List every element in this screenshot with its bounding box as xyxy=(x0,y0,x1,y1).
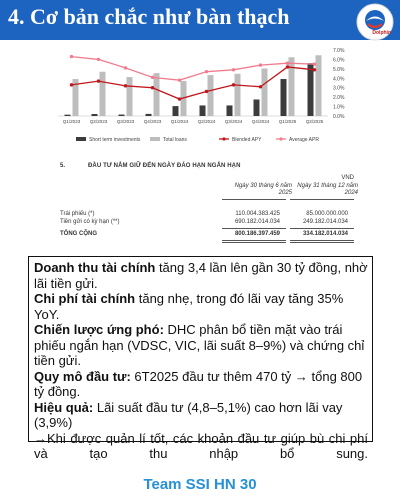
point-average-apr xyxy=(70,55,73,58)
bar-short-term-investments xyxy=(119,115,125,116)
legend-label: Short term investments xyxy=(89,137,141,143)
bar-total-loans xyxy=(235,74,241,116)
investment-chart xyxy=(54,46,364,158)
bar-short-term-investments xyxy=(254,100,260,117)
column-header-jun-2025: Ngày 30 tháng 6 năm 2025 xyxy=(234,183,292,196)
bar-short-term-investments xyxy=(146,114,152,116)
point-blended-apy xyxy=(259,85,262,88)
bar-total-loans xyxy=(289,57,295,116)
point-blended-apy xyxy=(151,86,154,89)
right-axis-tick-label: 5.0% xyxy=(333,66,345,73)
currency-unit: VND xyxy=(341,175,354,181)
bar-short-term-investments xyxy=(200,105,206,116)
row-value-dec-2024: 249.182.014.034 xyxy=(302,219,348,225)
footer-team: Team SSI HN 30 xyxy=(143,476,257,493)
total-double-rule-2 xyxy=(290,242,354,243)
row-label: Tiền gửi có kỳ hạn (**) xyxy=(60,219,120,225)
row-value-jun-2025: 690.182.014.034 xyxy=(234,219,280,225)
point-average-apr xyxy=(313,62,316,65)
legend-marker xyxy=(279,137,282,140)
legend-label: Total loans xyxy=(163,137,187,143)
summary-strategy-label: Chiến lược ứng phó: xyxy=(34,322,164,337)
total-label: TỔNG CỘNG xyxy=(60,231,97,237)
investment-table xyxy=(58,160,368,252)
x-tick-label: Q1/2025 xyxy=(278,119,297,124)
total-rule-2 xyxy=(290,240,354,241)
bar-total-loans xyxy=(262,68,268,116)
logo-wordmark: Dolphin xyxy=(372,30,391,36)
subtotal-rule-1 xyxy=(222,228,286,229)
point-blended-apy xyxy=(205,90,208,93)
total-double-rule-1 xyxy=(222,242,286,243)
x-tick-label: Q3/2024 xyxy=(224,119,243,124)
x-tick-label: Q1/2023 xyxy=(62,119,81,124)
bar-total-loans xyxy=(127,77,133,116)
bar-short-term-investments xyxy=(173,106,179,116)
summary-conclusion: →Khi được quản lí tốt, các khoản đầu tư giúp bù chi phí và tạo thu nhập bổ sung. xyxy=(34,430,368,461)
summary-revenue-text: tăng 3,4 lần lên gần 30 tỷ đồng, nhờ lãi tiền gửi. xyxy=(34,260,368,291)
bar-short-term-investments xyxy=(308,63,314,116)
right-axis-tick-label: 1.0% xyxy=(333,104,345,111)
point-average-apr xyxy=(205,70,208,73)
slide-title: 4. Cơ bản chắc như bàn thạch xyxy=(8,4,290,29)
point-average-apr xyxy=(286,62,289,65)
x-tick-label: Q1/2024 xyxy=(170,119,189,124)
point-blended-apy xyxy=(178,97,181,100)
header-rule-2 xyxy=(290,199,354,200)
summary-expense-text: tăng nhẹ, trong đó lãi vay tăng 35% YoY. xyxy=(34,291,344,322)
legend-marker xyxy=(222,137,225,140)
summary-scale-label: Quy mô đầu tư: xyxy=(34,368,131,384)
right-axis-tick-label: 2.0% xyxy=(333,95,345,102)
x-tick-label: Q2/2023 xyxy=(89,119,108,124)
point-average-apr xyxy=(97,58,100,61)
right-axis-tick-label: 6.0% xyxy=(333,57,345,64)
legend-label: Blended APY xyxy=(232,137,262,143)
legend-swatch xyxy=(76,137,86,141)
subtotal-rule-2 xyxy=(290,228,354,229)
legend-swatch xyxy=(150,137,160,141)
bar-short-term-investments xyxy=(92,114,98,116)
legend-label: Average APR xyxy=(289,137,319,143)
point-blended-apy xyxy=(286,65,289,68)
summary-box xyxy=(28,256,373,461)
summary-efficiency xyxy=(34,400,368,431)
bar-total-loans xyxy=(316,55,322,116)
total-value-dec-2024: 334.182.014.034 xyxy=(302,231,348,237)
line-blended-apy xyxy=(72,67,315,99)
point-blended-apy xyxy=(97,79,100,82)
point-average-apr xyxy=(259,63,262,66)
point-average-apr xyxy=(151,76,154,79)
summary-efficiency-text: Lãi suất đầu tư (4,8–5,1%) cao hơn lãi vay (3,9%) xyxy=(34,399,343,430)
point-blended-apy xyxy=(124,84,127,87)
right-axis-tick-label: 4.0% xyxy=(333,76,345,83)
summary-expense xyxy=(34,291,368,322)
bar-total-loans xyxy=(208,75,214,116)
right-axis-tick-label: 7.0% xyxy=(333,48,345,54)
summary-strategy-text: DHC phân bổ tiền mặt vào trái phiếu ngắn hạn (VDSC, VIC, lãi suất 8–9%) và chứng chỉ tiền gửi. xyxy=(34,322,365,368)
total-rule-1 xyxy=(222,240,286,241)
bar-short-term-investments xyxy=(281,79,287,116)
table-row xyxy=(60,211,356,219)
row-label: Trái phiếu (*) xyxy=(60,211,95,217)
section-number: 5. xyxy=(60,163,66,169)
summary-revenue xyxy=(34,260,368,291)
x-tick-label: Q4/2024 xyxy=(251,119,270,124)
table-row xyxy=(60,219,356,227)
bar-short-term-investments xyxy=(227,105,233,116)
x-tick-label: Q4/2023 xyxy=(143,119,162,124)
bar-total-loans xyxy=(100,72,106,116)
right-axis-tick-label: 3.0% xyxy=(333,85,345,92)
point-average-apr xyxy=(124,66,127,69)
section-title: ĐẦU TƯ NẮM GIỮ ĐẾN NGÀY ĐÁO HẠN NGẮN HẠN xyxy=(88,163,241,169)
x-tick-label: Q2/2024 xyxy=(197,119,216,124)
right-axis-tick-label: 0.0% xyxy=(333,114,345,120)
bar-short-term-investments xyxy=(65,115,71,116)
point-average-apr xyxy=(178,78,181,81)
summary-efficiency-label: Hiệu quả: xyxy=(34,399,94,415)
point-blended-apy xyxy=(70,83,73,86)
line-average-apr xyxy=(72,57,315,81)
bar-total-loans xyxy=(154,73,160,116)
summary-scale xyxy=(34,369,368,400)
x-tick-label: Q3/2023 xyxy=(116,119,135,124)
row-value-dec-2024: 85.000.000.000 xyxy=(306,211,348,217)
table-total-row xyxy=(60,231,356,239)
point-blended-apy xyxy=(232,83,235,86)
summary-scale-text: 6T2025 đầu tư thêm 470 tỷ → tổng 800 tỷ đồng. xyxy=(34,368,363,399)
total-value-jun-2025: 800.186.397.459 xyxy=(234,231,280,237)
column-header-dec-2024: Ngày 31 tháng 12 năm 2024 xyxy=(297,183,358,196)
point-average-apr xyxy=(232,68,235,71)
point-blended-apy xyxy=(313,68,316,71)
summary-expense-label: Chi phí tài chính xyxy=(34,291,136,306)
x-tick-label: Q2/2025 xyxy=(305,119,324,124)
summary-revenue-label: Doanh thu tài chính xyxy=(34,260,156,275)
summary-strategy xyxy=(34,322,368,369)
header-rule-1 xyxy=(222,199,286,200)
row-value-jun-2025: 110.004.383.425 xyxy=(235,211,280,217)
title-banner xyxy=(0,0,400,40)
